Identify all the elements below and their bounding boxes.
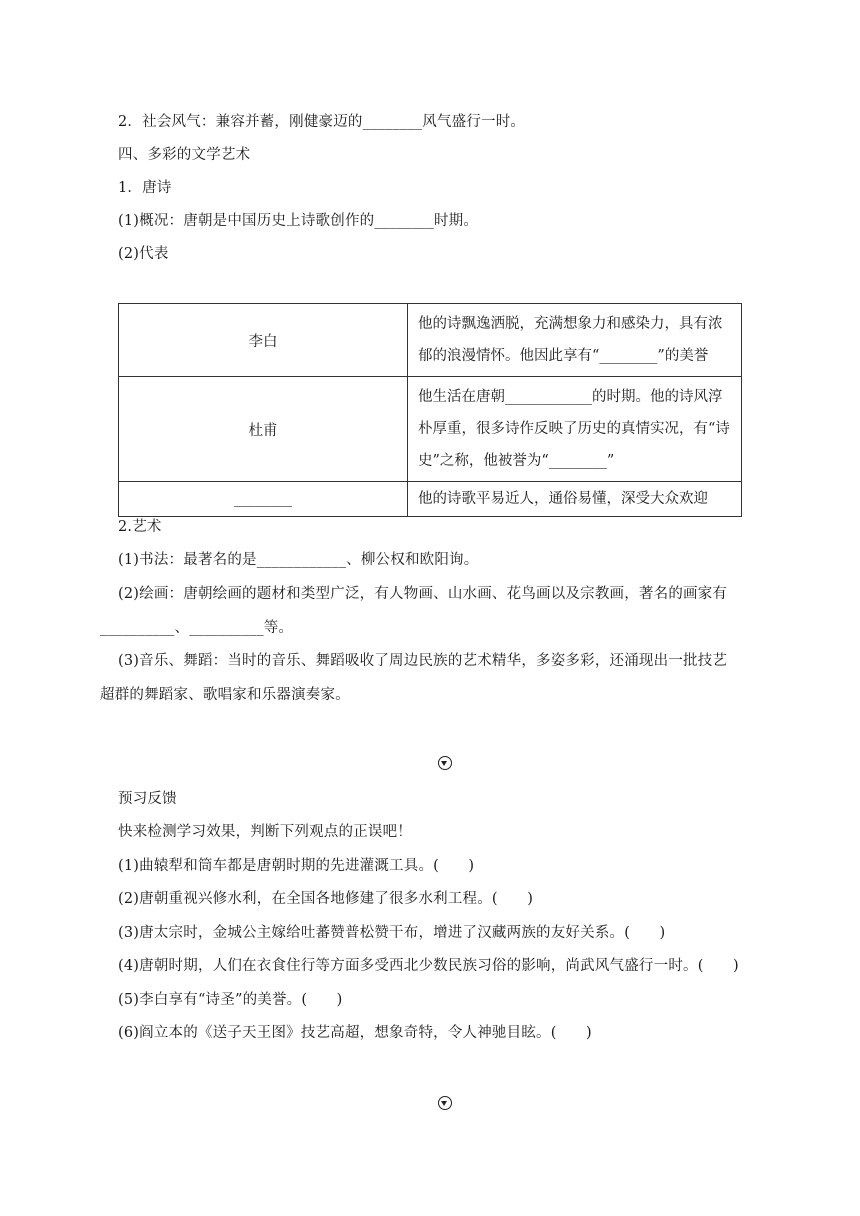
section3-item2: 2．社会风气：兼容并蓄，刚健豪迈的________风气盛行一时。 — [118, 114, 526, 130]
poet-name: 杜甫 — [119, 377, 408, 482]
feedback-item: (2)唐朝重视兴修水利，在全国各地修建了很多水利工程。( ) — [118, 891, 534, 907]
table-row — [119, 377, 742, 482]
feedback-title: 预习反馈 — [118, 791, 177, 807]
art-music-dance-cont: 超群的舞蹈家、歌唱家和乐器演奏家。 — [100, 687, 350, 703]
representatives-label: (2)代表 — [118, 246, 169, 262]
feedback-item: (1)曲辕犁和筒车都是唐朝时期的先进灌溉工具。( ) — [118, 858, 475, 874]
feedback-item: (6)阎立本的《送子天王图》技艺高超，想象奇特，令人神驰目眩。( ) — [118, 1025, 592, 1041]
poet-name-blank: ________ — [119, 482, 408, 517]
section4-heading: 四、多彩的文学艺术 — [118, 147, 251, 163]
table-row — [119, 482, 742, 517]
poet-description: 他的诗飘逸洒脱，充满想象力和感染力，具有浓郁的浪漫情怀。他因此享有“________”的美誉 — [408, 304, 742, 377]
art-music-dance: (3)音乐、舞蹈：当时的音乐、舞蹈吸收了周边民族的艺术精华，多姿多彩，还涌现出一批技艺 — [118, 653, 728, 669]
feedback-intro: 快来检测学习效果，判断下列观点的正误吧！ — [118, 824, 412, 840]
feedback-item: (3)唐太宗时，金城公主嫁给吐蕃赞普松赞干布，增进了汉藏两族的友好关系。( ) — [118, 925, 666, 941]
poet-name: 李白 — [119, 304, 408, 377]
poet-description: 他生活在唐朝____________的时期。他的诗风淳朴厚重，很多诗作反映了历史的真情实况，有“诗史”之称，他被誉为“________” — [408, 377, 742, 482]
feedback-item: (5)李白享有“诗圣”的美誉。( ) — [118, 992, 343, 1008]
art-calligraphy: (1)书法：最著名的是____________、柳公权和欧阳询。 — [118, 552, 479, 568]
art-painting-cont: __________、__________等。 — [100, 620, 294, 636]
poets-table — [118, 303, 742, 517]
circled-down-triangle-icon — [438, 756, 452, 770]
poet-description: 他的诗歌平易近人，通俗易懂，深受大众欢迎 — [408, 482, 742, 517]
art-painting: (2)绘画：唐朝绘画的题材和类型广泛，有人物画、山水画、花鸟画以及宗教画，著名的画家有 — [118, 586, 728, 602]
feedback-item: (4)唐朝时期，人们在衣食住行等方面多受西北少数民族习俗的影响，尚武风气盛行一时。( ) — [118, 958, 739, 974]
tang-poetry-heading: 1．唐诗 — [118, 180, 172, 196]
circled-down-triangle-icon — [438, 1096, 452, 1110]
tang-poetry-overview: (1)概况：唐朝是中国历史上诗歌创作的________时期。 — [118, 213, 479, 229]
table-row — [119, 304, 742, 377]
art-heading: 2.艺术 — [118, 519, 162, 535]
